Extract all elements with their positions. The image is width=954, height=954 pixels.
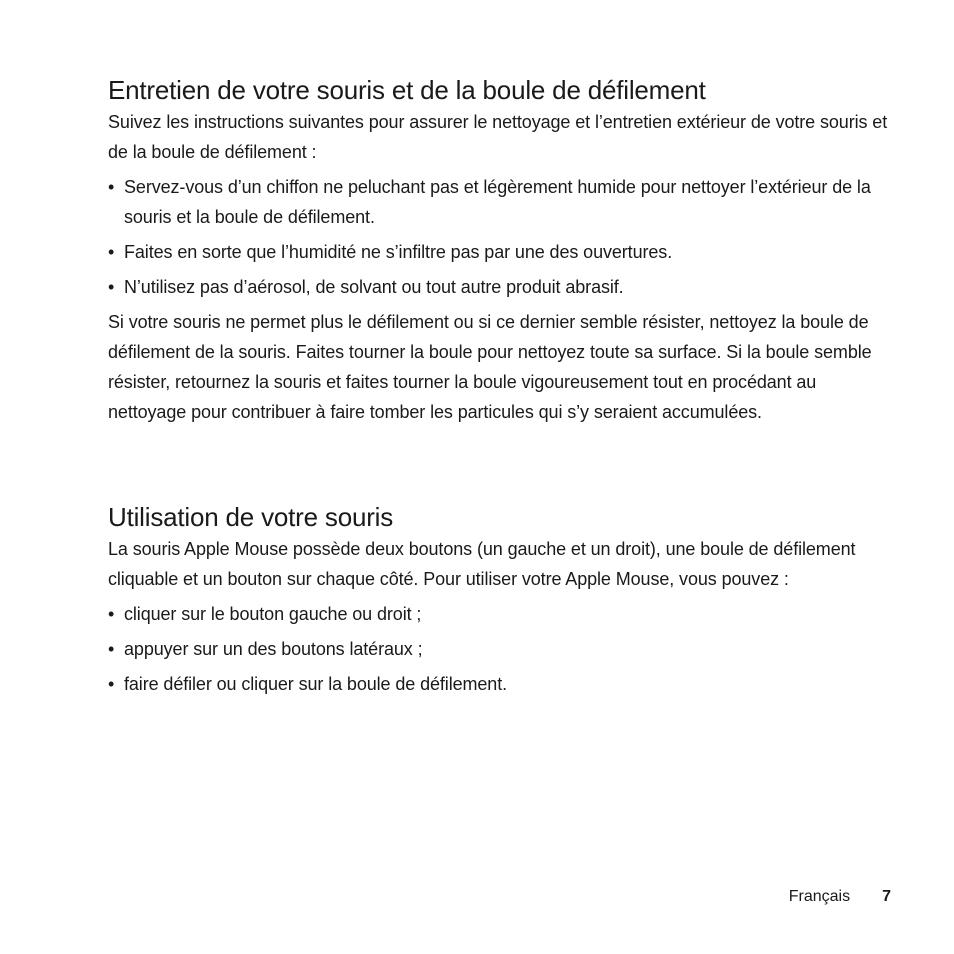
list-item: • Servez-vous d’un chiffon ne peluchant pas et légèrement humide pour nettoyer l’extérieur de la souris et la boule de défilement.	[108, 172, 888, 232]
footer-language: Français	[788, 888, 851, 905]
list-item: • faire défiler ou cliquer sur la boule de défilement.	[108, 669, 888, 699]
section-usage	[108, 500, 888, 699]
bullet-icon: •	[108, 242, 115, 262]
paragraph-cleaning-ball: Si votre souris ne permet plus le défilement ou si ce dernier semble résister, nettoyez la boule de défilement de la souris. Faites tourner la boule pour nettoyez toute sa surface. Si la boule semble résister, retournez la souris et faites tourner la boule vigoureusement tout en procédant au nettoyage pour contribuer à faire tomber les particules qui s’y seraient accumulées.	[108, 312, 872, 422]
bullet-list-usage	[108, 599, 888, 699]
list-item: • cliquer sur le bouton gauche ou droit ;	[108, 599, 888, 629]
section-intro-usage: La souris Apple Mouse possède deux boutons (un gauche et un droit), une boule de défilement cliquable et un bouton sur chaque côté. Pour utiliser votre Apple Mouse, vous pouvez :	[108, 539, 856, 589]
bullet-list-maintenance	[108, 172, 888, 302]
bullet-icon: •	[108, 277, 115, 297]
page-footer	[789, 885, 891, 909]
page-number: 7	[882, 888, 891, 905]
bullet-icon: •	[108, 674, 115, 694]
section-intro-maintenance: Suivez les instructions suivantes pour assurer le nettoyage et l’entretien extérieur de votre souris et de la boule de défilement :	[108, 112, 888, 162]
section-title-maintenance: Entretien de votre souris et de la boule de défilement	[108, 75, 706, 105]
bullet-icon: •	[108, 639, 115, 659]
list-item: • Faites en sorte que l’humidité ne s’infiltre pas par une des ouvertures.	[108, 237, 888, 267]
list-item: • N’utilisez pas d’aérosol, de solvant ou tout autre produit abrasif.	[108, 272, 888, 302]
section-title-usage: Utilisation de votre souris	[108, 502, 394, 532]
bullet-icon: •	[108, 604, 115, 624]
list-item: • appuyer sur un des boutons latéraux ;	[108, 634, 888, 664]
bullet-icon: •	[108, 177, 115, 197]
section-maintenance	[108, 73, 888, 427]
